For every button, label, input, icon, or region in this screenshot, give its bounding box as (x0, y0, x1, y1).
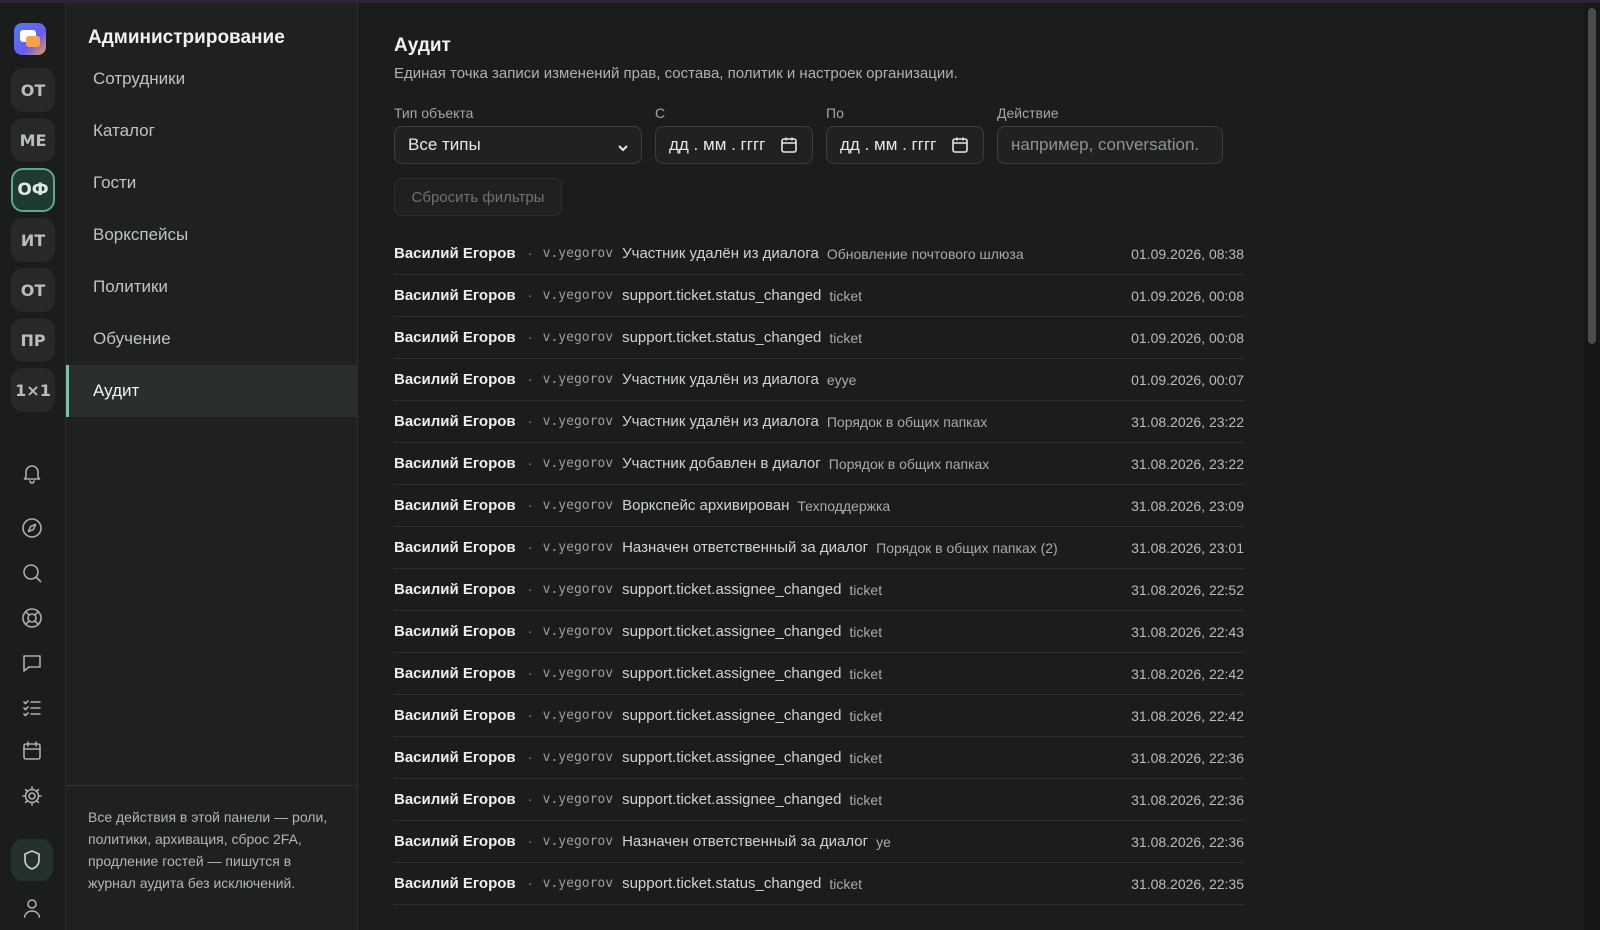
audit-timestamp: 31.08.2026, 22:42 (1131, 665, 1244, 682)
workspace-rail (0, 3, 66, 930)
audit-target: ticket (849, 791, 883, 808)
page-subtitle: Единая точка записи изменений прав, состава, политик и настроек организации. (394, 65, 958, 82)
audit-login: v.yegorov (542, 792, 614, 807)
separator-dot: · (527, 749, 533, 766)
separator-dot: · (527, 791, 533, 808)
separator-dot: · (527, 455, 533, 472)
audit-action: Назначен ответственный за диалог (622, 833, 869, 850)
audit-login: v.yegorov (542, 330, 614, 345)
audit-row[interactable] (394, 611, 1244, 653)
audit-login: v.yegorov (542, 540, 614, 555)
audit-login: v.yegorov (542, 246, 614, 261)
audit-user: Василий Егоров (394, 413, 516, 430)
audit-target: Обновление почтового шлюза (826, 245, 1024, 262)
audit-target: ticket (849, 581, 883, 598)
audit-user: Василий Егоров (394, 455, 516, 472)
audit-timestamp: 31.08.2026, 22:43 (1131, 623, 1244, 640)
audit-action: Участник удалён из диалога (622, 413, 819, 430)
admin-divider (66, 785, 358, 786)
audit-login: v.yegorov (542, 498, 614, 513)
separator-dot: · (527, 371, 533, 388)
audit-action: Участник добавлен в диалог (622, 455, 821, 472)
separator-dot: · (527, 413, 533, 430)
calendar-icon[interactable] (951, 136, 969, 154)
audit-timestamp: 31.08.2026, 22:36 (1131, 791, 1244, 808)
audit-action: Участник удалён из диалога (622, 245, 819, 262)
audit-user: Василий Егоров (394, 497, 516, 514)
audit-row[interactable] (394, 737, 1244, 779)
audit-action: support.ticket.assignee_changed (622, 707, 842, 724)
checklist-icon[interactable] (17, 693, 47, 723)
workspace-pr[interactable]: ПР (11, 318, 55, 362)
audit-row[interactable] (394, 863, 1244, 905)
audit-user: Василий Егоров (394, 833, 516, 850)
audit-row[interactable] (394, 779, 1244, 821)
admin-title: Администрирование (88, 27, 285, 48)
audit-row[interactable] (394, 695, 1244, 737)
audit-login: v.yegorov (542, 582, 614, 597)
workspace-me[interactable]: МЕ (11, 118, 55, 162)
audit-login: v.yegorov (542, 372, 614, 387)
audit-user: Василий Егоров (394, 707, 516, 724)
filter-to-label: По (826, 105, 844, 121)
admin-nav-guests[interactable]: Гости (93, 173, 137, 192)
audit-login: v.yegorov (542, 708, 614, 723)
audit-action: support.ticket.assignee_changed (622, 665, 842, 682)
audit-target: ticket (849, 623, 883, 640)
audit-action: support.ticket.status_changed (622, 287, 822, 304)
audit-target: ticket (849, 749, 883, 766)
audit-user: Василий Егоров (394, 749, 516, 766)
audit-user: Василий Егоров (394, 245, 516, 262)
app-logo-icon[interactable] (14, 23, 46, 55)
audit-action: support.ticket.status_changed (622, 329, 822, 346)
audit-action: support.ticket.assignee_changed (622, 623, 842, 640)
audit-row[interactable] (394, 569, 1244, 611)
audit-timestamp: 01.09.2026, 08:38 (1131, 245, 1244, 262)
user-icon[interactable] (17, 893, 47, 923)
scrollbar-thumb[interactable] (1588, 8, 1596, 344)
audit-timestamp: 31.08.2026, 22:35 (1131, 875, 1244, 892)
separator-dot: · (527, 623, 533, 640)
workspace-1x1[interactable]: 1×1 (11, 368, 55, 412)
compass-icon[interactable] (17, 513, 47, 543)
admin-nav-audit[interactable]: Аудит (66, 365, 358, 417)
audit-timestamp: 01.09.2026, 00:08 (1131, 329, 1244, 346)
audit-target: ticket (829, 287, 863, 304)
audit-user: Василий Егоров (394, 581, 516, 598)
audit-timestamp: 01.09.2026, 00:07 (1131, 371, 1244, 388)
separator-dot: · (527, 497, 533, 514)
separator-dot: · (527, 245, 533, 262)
audit-target: eyye (826, 371, 857, 388)
audit-login: v.yegorov (542, 414, 614, 429)
audit-log-list (394, 233, 1244, 905)
audit-user: Василий Егоров (394, 539, 516, 556)
audit-action: Назначен ответственный за диалог (622, 539, 869, 556)
audit-user: Василий Егоров (394, 875, 516, 892)
admin-sidebar (66, 3, 358, 930)
audit-timestamp: 31.08.2026, 23:01 (1131, 539, 1244, 556)
workspace-ot-2[interactable]: ОТ (11, 268, 55, 312)
audit-login: v.yegorov (542, 750, 614, 765)
audit-row[interactable] (394, 443, 1244, 485)
audit-row[interactable] (394, 275, 1244, 317)
filter-from-label: С (655, 105, 666, 121)
audit-timestamp: 31.08.2026, 22:36 (1131, 749, 1244, 766)
gear-icon[interactable] (17, 781, 47, 811)
separator-dot: · (527, 875, 533, 892)
object-type-select[interactable] (394, 126, 642, 164)
audit-action: support.ticket.assignee_changed (622, 581, 842, 598)
audit-row[interactable] (394, 317, 1244, 359)
audit-timestamp: 31.08.2026, 22:52 (1131, 581, 1244, 598)
audit-action: Участник удалён из диалога (622, 371, 819, 388)
chat-icon[interactable] (17, 648, 47, 678)
bell-icon[interactable] (17, 458, 47, 488)
separator-dot: · (527, 539, 533, 556)
admin-nav-policies[interactable]: Политики (93, 277, 168, 296)
workspace-of[interactable]: ОФ (11, 168, 55, 212)
audit-login: v.yegorov (542, 666, 614, 681)
calendar-icon[interactable] (780, 136, 798, 154)
workspace-ot[interactable]: ОТ (11, 68, 55, 112)
audit-login: v.yegorov (542, 624, 614, 639)
main-content (358, 3, 1584, 930)
admin-nav-training[interactable]: Обучение (93, 329, 171, 348)
audit-timestamp: 31.08.2026, 22:42 (1131, 707, 1244, 724)
audit-target: Техподдержка (797, 497, 891, 514)
date-from-value: дд . мм . гггг (669, 135, 766, 154)
audit-login: v.yegorov (542, 876, 614, 891)
separator-dot: · (527, 665, 533, 682)
audit-row[interactable] (394, 401, 1244, 443)
separator-dot: · (527, 287, 533, 304)
action-search-input[interactable]: например, conversation. (997, 126, 1223, 164)
audit-action: Воркспейс архивирован (622, 497, 790, 514)
audit-login: v.yegorov (542, 288, 614, 303)
audit-timestamp: 01.09.2026, 00:08 (1131, 287, 1244, 304)
audit-timestamp: 31.08.2026, 23:22 (1131, 455, 1244, 472)
audit-row[interactable] (394, 527, 1244, 569)
separator-dot: · (527, 329, 533, 346)
search-icon[interactable] (17, 558, 47, 588)
filter-type-label: Тип объекта (394, 105, 474, 121)
audit-user: Василий Егоров (394, 623, 516, 640)
reset-filters-button[interactable]: Сбросить фильтры (394, 178, 562, 216)
chevron-down-icon (617, 139, 629, 151)
filter-action-label: Действие (997, 105, 1059, 121)
object-type-value: Все типы (408, 135, 481, 154)
audit-timestamp: 31.08.2026, 23:09 (1131, 497, 1244, 514)
audit-target: ticket (849, 707, 883, 724)
lifebuoy-icon[interactable] (17, 603, 47, 633)
audit-user: Василий Егоров (394, 371, 516, 388)
date-to-value: дд . мм . гггг (840, 135, 937, 154)
audit-row[interactable] (394, 653, 1244, 695)
audit-target: ticket (849, 665, 883, 682)
audit-user: Василий Егоров (394, 329, 516, 346)
audit-row[interactable] (394, 359, 1244, 401)
date-to-field[interactable] (826, 126, 984, 164)
audit-target: Порядок в общих папках (826, 413, 988, 430)
audit-target: Порядок в общих папках (828, 455, 990, 472)
audit-row[interactable] (394, 485, 1244, 527)
audit-row[interactable] (394, 821, 1244, 863)
audit-target: ye (876, 833, 891, 850)
separator-dot: · (527, 833, 533, 850)
audit-user: Василий Егоров (394, 287, 516, 304)
audit-user: Василий Егоров (394, 791, 516, 808)
shield-icon[interactable] (11, 839, 53, 881)
audit-login: v.yegorov (542, 834, 614, 849)
date-from-field[interactable] (655, 126, 813, 164)
audit-action: support.ticket.assignee_changed (622, 791, 842, 808)
audit-action: support.ticket.assignee_changed (622, 749, 842, 766)
audit-row[interactable] (394, 233, 1244, 275)
admin-nav-catalog[interactable]: Каталог (93, 121, 155, 140)
audit-timestamp: 31.08.2026, 22:36 (1131, 833, 1244, 850)
admin-nav-employees[interactable]: Сотрудники (93, 69, 186, 88)
workspace-it[interactable]: ИТ (11, 218, 55, 262)
page-title: Аудит (394, 35, 451, 56)
audit-user: Василий Егоров (394, 665, 516, 682)
logo-bubble-orange (26, 36, 40, 47)
audit-target: Порядок в общих папках (2) (876, 539, 1058, 556)
admin-nav-workspaces[interactable]: Воркспейсы (93, 225, 189, 244)
audit-target: ticket (829, 329, 863, 346)
separator-dot: · (527, 581, 533, 598)
admin-note: Все действия в этой панели — роли, политики, архивация, сброс 2FA, продление гостей — пишутся в журнал аудита без исключений. (88, 809, 328, 891)
audit-target: ticket (829, 875, 863, 892)
calendar-icon[interactable] (17, 736, 47, 766)
audit-timestamp: 31.08.2026, 23:22 (1131, 413, 1244, 430)
separator-dot: · (527, 707, 533, 724)
audit-action: support.ticket.status_changed (622, 875, 822, 892)
audit-login: v.yegorov (542, 456, 614, 471)
